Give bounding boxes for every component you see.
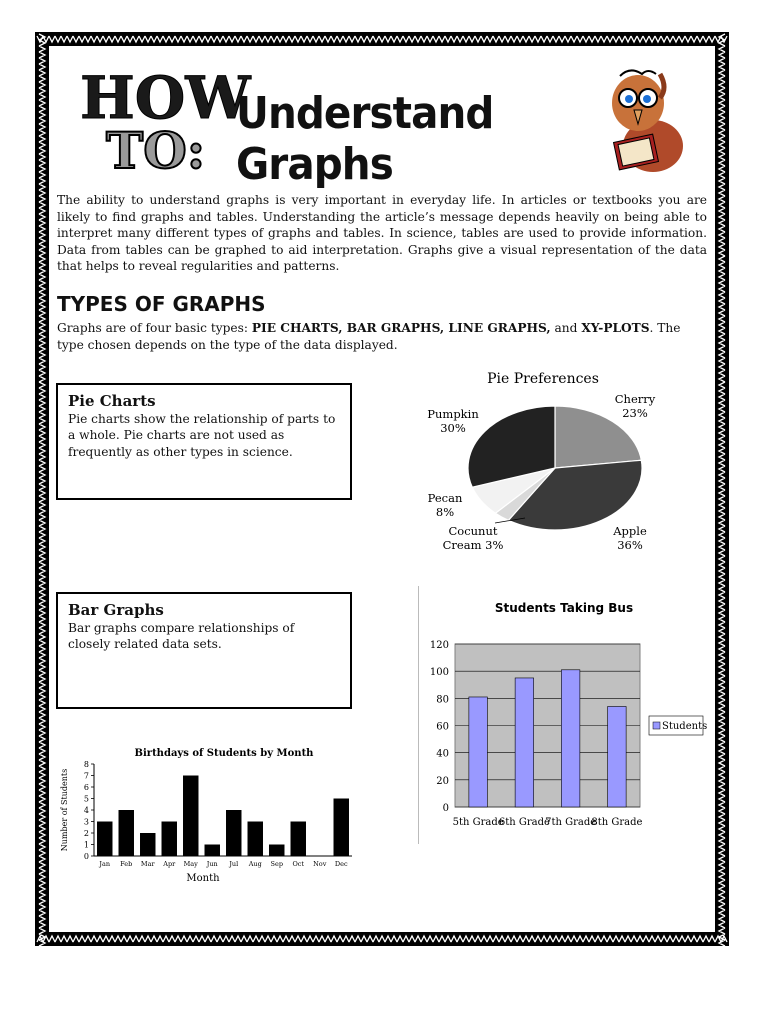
bar-graphs-text: Bar graphs compare relationships of closely related data sets. <box>68 620 295 651</box>
birthdays-y-tick: 2 <box>83 829 89 838</box>
page-header <box>78 64 698 190</box>
birthdays-y-tick: 0 <box>83 852 89 861</box>
bus-y-tick: 0 <box>442 803 449 814</box>
bus-y-tick: 80 <box>436 694 449 706</box>
bus-y-tick: 100 <box>429 667 449 679</box>
types-paragraph <box>57 320 707 353</box>
pie-pct-label: 30% <box>440 421 466 435</box>
to-label: TO: <box>106 121 206 180</box>
bus-bar <box>469 697 488 807</box>
pie-pct-label: 8% <box>435 505 455 519</box>
birthdays-chart <box>56 742 356 887</box>
divider-line <box>418 586 419 844</box>
pie-chart <box>415 365 675 560</box>
birthdays-bar <box>205 845 220 857</box>
birthdays-x-tick: Oct <box>292 860 305 868</box>
birthdays-y-tick: 5 <box>83 794 89 804</box>
types-list-1: PIE CHARTS, BAR GRAPHS, LINE GRAPHS, <box>251 321 551 335</box>
bus-x-tick: 7th Grade <box>545 817 597 828</box>
birthdays-y-label: Number of Students <box>60 768 69 852</box>
birthdays-bar <box>226 810 241 856</box>
bus-chart-title: Students Taking Bus <box>494 601 634 615</box>
bus-bar <box>515 678 534 807</box>
birthdays-bar <box>162 822 177 857</box>
birthdays-bar <box>140 833 155 856</box>
birthdays-bar <box>334 799 349 857</box>
reading-owl-icon <box>598 68 693 173</box>
pie-label: Pecan <box>427 491 463 505</box>
pie-charts-heading: Pie Charts <box>68 392 156 410</box>
birthdays-bar <box>97 822 112 857</box>
bus-y-tick: 20 <box>436 775 449 787</box>
pie-label: Cocunut <box>448 524 498 538</box>
types-and: and <box>550 321 582 335</box>
bus-bar <box>608 706 627 807</box>
pie-pct-label: 23% <box>622 406 648 420</box>
pie-title: Pie Preferences <box>487 371 599 387</box>
pie-charts-text: Pie charts show the relationship of parts to a whole. Pie charts are not used as frequently as other types in science. <box>68 411 336 459</box>
bus-x-tick: 5th Grade <box>452 817 504 828</box>
birthdays-x-tick: Aug <box>248 860 262 868</box>
bus-bar <box>561 670 580 807</box>
birthdays-chart-title: Birthdays of Students by Month <box>134 748 314 759</box>
pie-label: Cherry <box>614 392 656 406</box>
birthdays-y-tick: 3 <box>83 817 89 827</box>
birthdays-bar <box>119 810 134 856</box>
birthdays-x-tick: Jun <box>206 860 218 868</box>
birthdays-x-tick: Jan <box>99 860 111 868</box>
birthdays-y-tick: 8 <box>83 760 89 769</box>
birthdays-y-tick: 6 <box>83 783 89 792</box>
bus-y-tick: 60 <box>436 721 449 733</box>
pie-label: Apple <box>613 524 647 538</box>
birthdays-x-tick: Sep <box>270 860 283 868</box>
pie-pct-label: 36% <box>617 538 643 552</box>
birthdays-x-label: Month <box>186 873 220 884</box>
bus-legend-label: Students <box>662 721 708 732</box>
how-to-logo <box>78 64 251 180</box>
types-suffix: . The type chosen depends on the type of the data displayed. <box>57 321 681 352</box>
section-title: TYPES OF GRAPHS <box>57 292 266 316</box>
bus-y-tick: 120 <box>429 640 449 651</box>
bus-x-tick: 6th Grade <box>498 817 550 828</box>
birthdays-x-tick: Nov <box>313 860 327 868</box>
birthdays-x-tick: Apr <box>163 860 176 868</box>
pie-label: Cream 3% <box>442 538 504 552</box>
birthdays-x-tick: Feb <box>120 860 133 868</box>
birthdays-x-tick: Dec <box>334 860 348 868</box>
bus-x-tick: 8th Grade <box>591 817 643 828</box>
birthdays-y-tick: 4 <box>83 806 89 815</box>
birthdays-bar <box>248 822 263 857</box>
bus-chart <box>420 592 710 842</box>
birthdays-x-tick: May <box>183 860 198 868</box>
birthdays-bar <box>269 845 284 857</box>
birthdays-x-tick: Jul <box>229 860 239 868</box>
page-title: Understand Graphs <box>236 88 494 190</box>
how-label: HOW <box>80 64 251 132</box>
types-list-2: XY-PLOTS <box>581 321 650 335</box>
bar-graphs-heading: Bar Graphs <box>68 601 164 619</box>
birthdays-bar <box>183 776 198 857</box>
bus-y-tick: 40 <box>436 748 449 760</box>
birthdays-y-tick: 7 <box>83 771 89 781</box>
birthdays-bar <box>291 822 306 857</box>
pie-charts-box <box>56 383 352 500</box>
intro-paragraph: The ability to understand graphs is very important in everyday life. In articles or textbooks you are likely to find graphs and tables. Understanding the article’s message depends heavily on being able to interpret many different types of graphs and tables. In science, tables are used to provide information. Data from tables can be graphed to aid interpretation. Graphs give a visual representation of the data that helps to reveal regularities and patterns. <box>57 193 707 273</box>
birthdays-y-tick: 1 <box>83 840 89 850</box>
bus-legend-swatch <box>653 722 660 729</box>
bar-graphs-box <box>56 592 352 709</box>
pie-label: Pumpkin <box>427 407 479 421</box>
birthdays-x-tick: Mar <box>140 860 155 868</box>
types-prefix: Graphs are of four basic types: <box>57 321 252 335</box>
